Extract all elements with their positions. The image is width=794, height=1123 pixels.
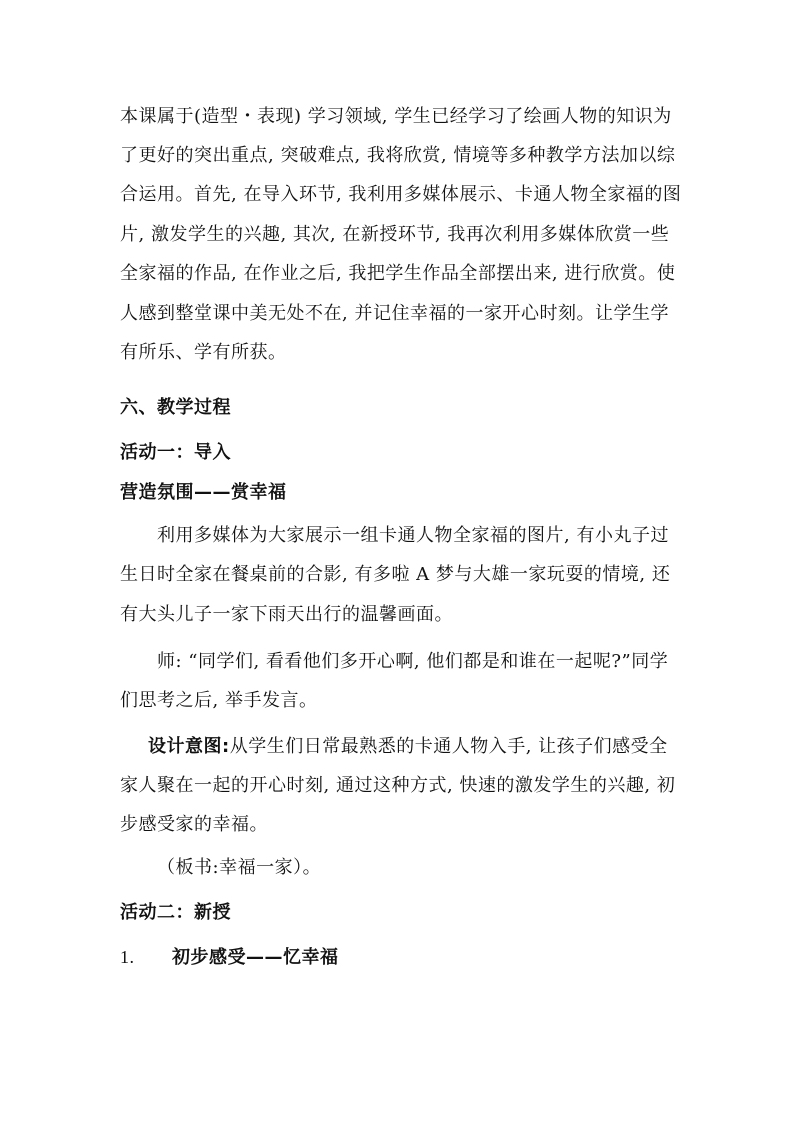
intro-line-4: 片, 激发学生的兴趣, 其次, 在新授环节, 我再次利用多媒体欣赏一些 — [120, 224, 670, 245]
intro-line-2: 了更好的突出重点, 突破难点, 我将欣赏, 情境等多种教学方法加以综 — [120, 145, 676, 166]
item-text: 初步感受——忆幸福 — [172, 947, 339, 968]
intro-line-6: 人感到整堂课中美无处不在, 并记住幸福的一家开心时刻。让学生学 — [120, 303, 669, 324]
design-intent-line-1 — [148, 734, 708, 760]
activity-one-para1-line-2: 生日时全家在餐桌前的合影, 有多啦 A 梦与大雄一家玩耍的情境, 还 — [120, 564, 671, 585]
section-six-heading: 六、教学过程 — [120, 397, 231, 418]
activity-one-subheading: 营造氛围——赏幸福 — [120, 482, 287, 503]
board-note: （板书:幸福一家）。 — [157, 857, 322, 878]
intro-line-3: 合运用。首先, 在导入环节, 我利用多媒体展示、卡通人物全家福的图 — [120, 184, 682, 205]
activity-two-heading: 活动二：新授 — [120, 902, 231, 923]
activity-one-para2-line-1: 师: “同学们, 看看他们多开心啊, 他们都是和谁在一起呢?”同学 — [157, 651, 669, 672]
design-intent-text-1: 从学生们日常最熟悉的卡通人物入手, 让孩子们感受全 — [229, 736, 668, 757]
intro-line-5: 全家福的作品, 在作业之后, 我把学生作品全部摆出来, 进行欣赏。使 — [120, 263, 676, 284]
design-intent-line-2: 家人聚在一起的开心时刻, 通过这种方式, 快速的激发学生的兴趣, 初 — [120, 775, 676, 796]
activity-one-heading: 活动一：导入 — [120, 442, 231, 463]
activity-one-para1-line-3: 有大头儿子一家下雨天出行的温馨画面。 — [120, 604, 453, 625]
item-number: 1. — [120, 947, 135, 967]
intro-line-7: 有所乐、学有所获。 — [120, 342, 287, 363]
intro-line-1: 本课属于(造型・表现) 学习领域, 学生已经学习了绘画人物的知识为 — [120, 106, 672, 127]
numbered-item-1 — [120, 944, 680, 971]
design-intent-line-3: 步感受家的幸福。 — [120, 814, 268, 835]
activity-one-para2-line-2: 们思考之后, 举手发言。 — [120, 690, 318, 711]
activity-one-para1-line-1: 利用多媒体为大家展示一组卡通人物全家福的图片, 有小丸子过 — [157, 525, 669, 546]
design-intent-label: 设计意图: — [148, 736, 230, 757]
